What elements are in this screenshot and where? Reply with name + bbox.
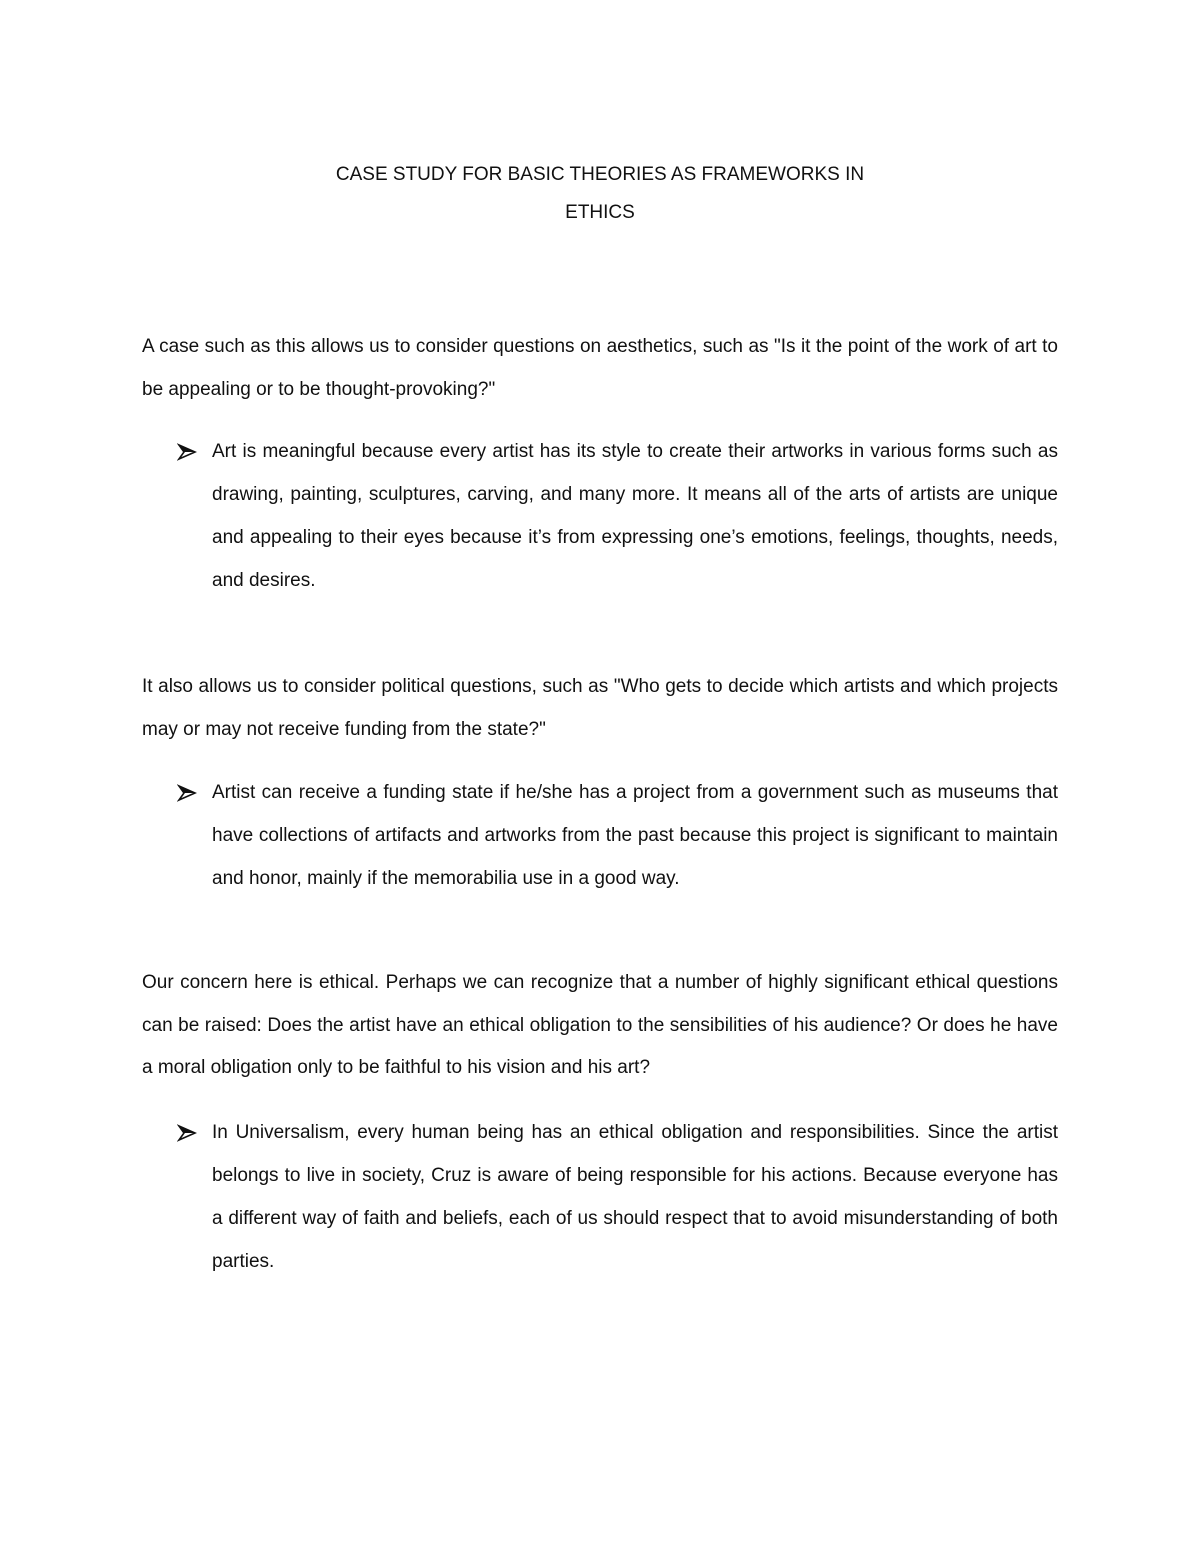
document-title-line-1: CASE STUDY FOR BASIC THEORIES AS FRAMEWORKS IN bbox=[335, 164, 865, 185]
bullet-item-universalism bbox=[212, 1111, 1058, 1283]
paragraph-aesthetics: A case such as this allows us to consider questions on aesthetics, such as "Is it the point of the work of art to be appealing or to be thought-provoking?" bbox=[142, 336, 1058, 400]
document-title-line-2: ETHICS bbox=[565, 202, 635, 223]
arrowhead-bullet-icon bbox=[176, 771, 198, 814]
bullet-item-artist-funding bbox=[212, 771, 1058, 900]
bullet-item-art-meaningful bbox=[212, 430, 1058, 602]
paragraph-political: It also allows us to consider political questions, such as "Who gets to decide which artists and which projects may or may not receive funding from the state?" bbox=[142, 676, 1058, 740]
bullet-text: Artist can receive a funding state if he/she has a project from a government such as museums that have collections of artifacts and artworks from the past because this project is significant to maintain and honor, mainly if the memorabilia use in a good way. bbox=[212, 782, 1058, 889]
bullet-text: Art is meaningful because every artist has its style to create their artworks in various forms such as drawing, painting, sculptures, carving, and many more. It means all of the arts of artists are unique and appealing to their eyes because it’s from expressing one’s emotions, feelings, thoughts, needs, and desires. bbox=[212, 441, 1058, 591]
paragraph-ethical: Our concern here is ethical. Perhaps we can recognize that a number of highly significant ethical questions can be raised: Does the artist have an ethical obligation to the sensibilities of his audience? Or does he have a moral obligation only to be faithful to his vision and his art? bbox=[142, 972, 1058, 1078]
arrowhead-bullet-icon bbox=[176, 1111, 198, 1154]
bullet-text: In Universalism, every human being has an ethical obligation and responsibilities. Since the artist belongs to live in society, Cruz is aware of being responsible for his actions. Because everyone has a different way of faith and beliefs, each of us should respect that to avoid misunderstanding of both parties. bbox=[212, 1122, 1058, 1272]
arrowhead-bullet-icon bbox=[176, 430, 198, 473]
